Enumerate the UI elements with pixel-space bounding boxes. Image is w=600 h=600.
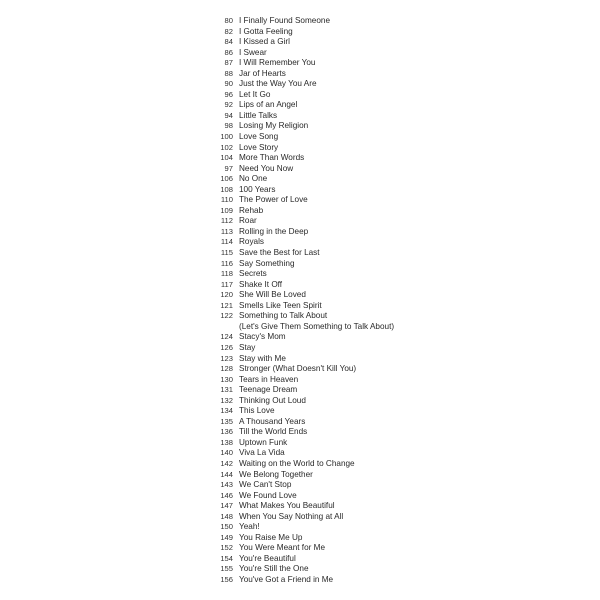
page-number: 152 xyxy=(220,543,233,553)
song-title: Tears in Heaven xyxy=(239,374,299,384)
toc-entry xyxy=(205,332,565,343)
toc-entry xyxy=(205,164,565,175)
toc-entry xyxy=(205,417,565,428)
page-number: 115 xyxy=(220,248,233,258)
toc-entry xyxy=(205,385,565,396)
toc-entry xyxy=(205,448,565,459)
toc-entry xyxy=(205,501,565,512)
page-number: 138 xyxy=(220,437,233,447)
song-title: You're Beautiful xyxy=(239,553,296,563)
song-title: Royals xyxy=(239,237,265,247)
page-number: 80 xyxy=(224,16,233,25)
page-number: 130 xyxy=(220,374,233,384)
page-number: 143 xyxy=(220,480,233,490)
song-title: Stay xyxy=(239,342,256,352)
toc-entry xyxy=(205,185,565,196)
song-title: I Finally Found Someone xyxy=(239,16,331,25)
song-title: Stay with Me xyxy=(239,353,286,363)
page-number: 92 xyxy=(224,100,233,110)
page-number: 106 xyxy=(220,174,233,184)
page-number: 116 xyxy=(220,258,233,268)
toc-entry xyxy=(205,491,565,502)
song-title: I Swear xyxy=(239,47,267,57)
song-title: 100 Years xyxy=(239,184,276,194)
toc-entry-continuation xyxy=(205,322,565,333)
page-number: 109 xyxy=(220,205,233,215)
toc-entry xyxy=(205,27,565,38)
toc-entry xyxy=(205,132,565,143)
song-title: Thinking Out Loud xyxy=(239,395,306,405)
page-number: 123 xyxy=(220,353,233,363)
song-title: Shake It Off xyxy=(239,279,283,289)
page-number: 132 xyxy=(220,395,233,405)
page-number: 142 xyxy=(220,458,233,468)
toc-entry xyxy=(205,406,565,417)
toc-entry xyxy=(205,459,565,470)
toc-entry xyxy=(205,280,565,291)
page-number: 90 xyxy=(224,79,233,89)
toc-entry xyxy=(205,37,565,48)
song-title: Waiting on the World to Change xyxy=(239,458,355,468)
song-title: I Will Remember You xyxy=(239,58,316,68)
toc-entry xyxy=(205,16,565,27)
toc-entry xyxy=(205,290,565,301)
page-number: 118 xyxy=(220,269,233,279)
song-title: Jar of Hearts xyxy=(239,68,286,78)
toc-entry xyxy=(205,58,565,69)
toc-entry xyxy=(205,195,565,206)
toc-entry xyxy=(205,311,565,322)
song-title: You're Still the One xyxy=(239,564,309,574)
toc-entry xyxy=(205,121,565,132)
toc-entry xyxy=(205,438,565,449)
toc-entry xyxy=(205,174,565,185)
toc-entry xyxy=(205,206,565,217)
page-number: 124 xyxy=(220,332,233,342)
toc-entry xyxy=(205,79,565,90)
page-number: 114 xyxy=(220,237,233,247)
song-title: We Belong Together xyxy=(239,469,313,479)
song-title: Stronger (What Doesn't Kill You) xyxy=(239,364,357,374)
song-title: Little Talks xyxy=(239,110,278,120)
toc-entry xyxy=(205,354,565,365)
song-title: No One xyxy=(239,174,268,184)
toc-entry xyxy=(205,269,565,280)
song-title: Rehab xyxy=(239,205,264,215)
toc-entry xyxy=(205,533,565,544)
song-title: Something to Talk About xyxy=(239,311,328,321)
page-number: 86 xyxy=(224,47,233,57)
toc-entry xyxy=(205,427,565,438)
page-number: 146 xyxy=(220,490,233,500)
toc-entry xyxy=(205,237,565,248)
page-number: 131 xyxy=(220,385,233,395)
song-title: Till the World Ends xyxy=(239,427,308,437)
page-number: 150 xyxy=(220,522,233,532)
song-title: Yeah! xyxy=(239,522,260,532)
song-title: Save the Best for Last xyxy=(239,248,320,258)
page-number: 140 xyxy=(220,448,233,458)
toc-entry xyxy=(205,111,565,122)
page-number: 134 xyxy=(220,406,233,416)
toc-entry xyxy=(205,248,565,259)
song-title: Uptown Funk xyxy=(239,437,288,447)
toc-entry xyxy=(205,153,565,164)
song-title: Stacy's Mom xyxy=(239,332,286,342)
song-title: More Than Words xyxy=(239,153,305,163)
song-title: Love Story xyxy=(239,142,279,152)
toc-entry xyxy=(205,375,565,386)
page-number: 128 xyxy=(220,364,233,374)
song-title: Let It Go xyxy=(239,89,271,99)
toc-entry xyxy=(205,543,565,554)
song-title: Love Song xyxy=(239,132,279,142)
page-number: 154 xyxy=(220,553,233,563)
page-number: 82 xyxy=(224,26,233,36)
page-number: 97 xyxy=(224,163,233,173)
page-number: 88 xyxy=(224,68,233,78)
page-number: 104 xyxy=(220,153,233,163)
page-number: 100 xyxy=(220,132,233,142)
song-title: Need You Now xyxy=(239,163,294,173)
song-title: When You Say Nothing at All xyxy=(239,511,344,521)
song-title: You Raise Me Up xyxy=(239,532,303,542)
song-title: You Were Meant for Me xyxy=(239,543,326,553)
song-title: Teenage Dream xyxy=(239,385,298,395)
song-title: I Gotta Feeling xyxy=(239,26,293,36)
song-title: Viva La Vida xyxy=(239,448,285,458)
page-number: 108 xyxy=(220,184,233,194)
toc-entry xyxy=(205,343,565,354)
page-number: 98 xyxy=(224,121,233,131)
song-title: We Can't Stop xyxy=(239,480,292,490)
toc-entry xyxy=(205,564,565,575)
song-title: This Love xyxy=(239,406,275,416)
song-title: Smells Like Teen Spirit xyxy=(239,300,322,310)
toc-entry xyxy=(205,48,565,59)
page-number: 117 xyxy=(220,279,233,289)
song-title: Just the Way You Are xyxy=(239,79,317,89)
page-number: 113 xyxy=(220,226,233,236)
song-title: Rolling in the Deep xyxy=(239,226,309,236)
song-title: Secrets xyxy=(239,269,267,279)
toc-entry xyxy=(205,470,565,481)
song-title: What Makes You Beautiful xyxy=(239,501,335,511)
page-number: 87 xyxy=(224,58,233,68)
page-number: 149 xyxy=(220,532,233,542)
toc-entry xyxy=(205,143,565,154)
page-number: 136 xyxy=(220,427,233,437)
toc-entry xyxy=(205,396,565,407)
page-number: 121 xyxy=(220,300,233,310)
toc-entry xyxy=(205,522,565,533)
page-number: 112 xyxy=(220,216,233,226)
page-number: 94 xyxy=(224,110,233,120)
toc-entry xyxy=(205,216,565,227)
toc-entry xyxy=(205,512,565,523)
page-number: 110 xyxy=(220,195,233,205)
song-title: You've Got a Friend in Me xyxy=(239,574,334,584)
toc-entry xyxy=(205,301,565,312)
page-number: 135 xyxy=(220,416,233,426)
page-number: 84 xyxy=(224,37,233,47)
toc-entry xyxy=(205,480,565,491)
song-title: Say Something xyxy=(239,258,295,268)
song-title: Roar xyxy=(239,216,257,226)
toc-entry xyxy=(205,575,565,586)
song-title: I Kissed a Girl xyxy=(239,37,290,47)
page-number: 155 xyxy=(220,564,233,574)
page-number: 144 xyxy=(220,469,233,479)
song-title-continuation: (Let's Give Them Something to Talk About) xyxy=(239,321,395,331)
song-title: A Thousand Years xyxy=(239,416,306,426)
page-number: 156 xyxy=(220,574,233,584)
song-title: She Will Be Loved xyxy=(239,290,306,300)
page-number: 126 xyxy=(220,342,233,352)
toc-entry xyxy=(205,259,565,270)
toc-entry xyxy=(205,100,565,111)
page-number: 120 xyxy=(220,290,233,300)
page-number: 122 xyxy=(220,311,233,321)
page-number: 102 xyxy=(220,142,233,152)
song-title: We Found Love xyxy=(239,490,297,500)
toc-entry xyxy=(205,554,565,565)
table-of-contents xyxy=(205,16,565,586)
song-title: Lips of an Angel xyxy=(239,100,298,110)
song-title: The Power of Love xyxy=(239,195,308,205)
toc-entry xyxy=(205,227,565,238)
page-number: 148 xyxy=(220,511,233,521)
toc-entry xyxy=(205,364,565,375)
page-number: 147 xyxy=(220,501,233,511)
toc-entry xyxy=(205,90,565,101)
page-number: 96 xyxy=(224,89,233,99)
toc-entry xyxy=(205,69,565,80)
song-title: Losing My Religion xyxy=(239,121,309,131)
